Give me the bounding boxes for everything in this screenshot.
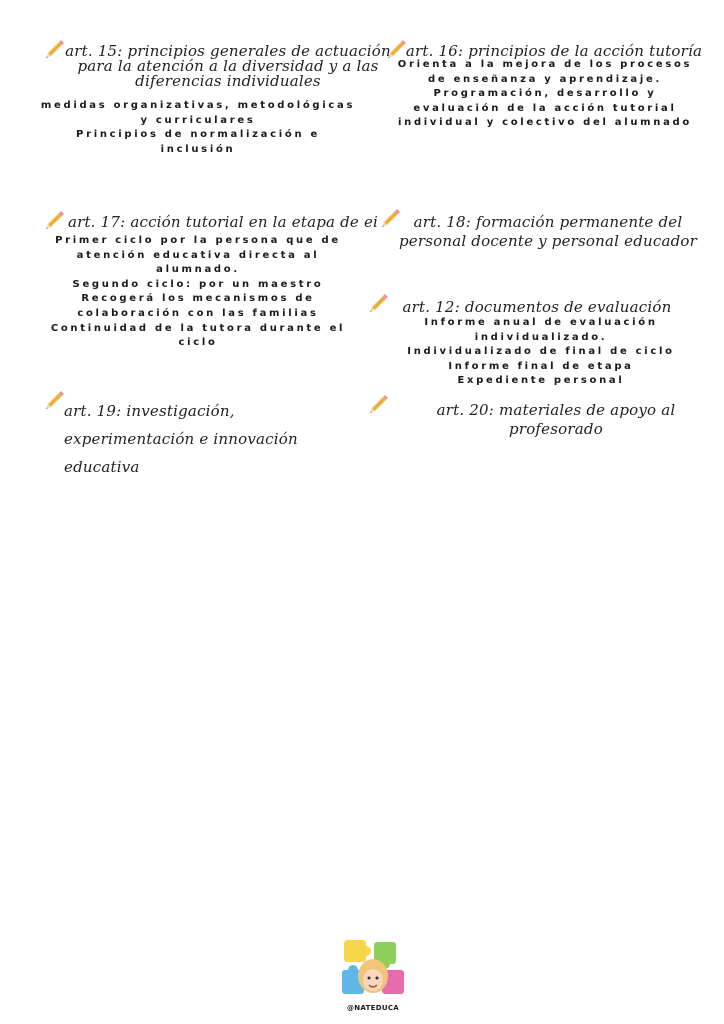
puzzle-avatar-icon — [336, 936, 410, 1004]
art17-heading — [62, 215, 384, 230]
art15-body-line: Principios de normalización e — [76, 129, 320, 141]
art16-body — [380, 58, 710, 131]
art17-section — [62, 215, 384, 230]
art16-body-line: Orienta a la mejora de los procesos — [397, 59, 693, 70]
art17-body-line: ciclo — [178, 337, 218, 349]
art12-body-line: Informe final de etapa — [448, 360, 634, 372]
art12-body-line: Individualizado de final de ciclo — [407, 346, 675, 358]
art18-section — [398, 213, 698, 251]
art16-body-line: individual y colectivo del alumnado — [398, 117, 692, 129]
art20-heading-line: profesorado — [509, 420, 603, 438]
art19-heading — [64, 397, 364, 481]
art20-heading-line: art. 20: materiales de apoyo al — [436, 401, 676, 419]
art17-body-line: Segundo ciclo: por un maestro — [72, 278, 324, 290]
art15-section — [60, 44, 396, 89]
art18-heading — [398, 213, 698, 251]
art15-heading-line: art. 15: principios generales de actuación — [65, 42, 391, 60]
art17-body-line: colaboración con las familias — [77, 307, 319, 319]
art19-heading-line: art. 19: investigación, — [64, 402, 235, 420]
art17-heading-line: art. 17: acción tutorial en la etapa de ei — [67, 213, 379, 231]
art12-body-line: Informe anual de evaluación — [424, 317, 658, 328]
art12-section — [392, 300, 682, 315]
art15-body-line: medidas organizativas, metodológicas — [40, 100, 356, 111]
art16-body-line: evaluación de la acción tutorial — [413, 102, 677, 114]
art20-section — [416, 401, 696, 439]
art12-heading — [392, 300, 682, 315]
logo-label: @NATEDUCA — [346, 1004, 400, 1012]
art19-section — [64, 397, 364, 481]
art18-heading-line: personal docente y personal educador — [398, 232, 698, 250]
art19-heading-line: experimentación e innovación — [64, 430, 298, 448]
art12-body-line: Expediente personal — [457, 375, 625, 387]
art20-heading — [416, 401, 696, 439]
art17-body-line: Primer ciclo por la persona que de — [55, 235, 341, 246]
art12-body-line: individualizado. — [474, 331, 608, 343]
art15-heading-line: diferencias individuales — [135, 72, 321, 90]
art19-heading-line: educativa — [64, 458, 140, 476]
art17-body-line: atención educativa directa al — [76, 249, 320, 261]
art12-body — [378, 316, 704, 389]
art12-heading-line: art. 12: documentos de evaluación — [402, 298, 672, 316]
art17-body-line: Recogerá los mecanismos de — [81, 293, 315, 305]
pencil-icon — [44, 387, 66, 409]
art16-heading — [404, 44, 704, 59]
art15-body-line: y curriculares — [140, 114, 256, 126]
art15-body-line: inclusión — [160, 143, 236, 155]
logo — [336, 936, 410, 1016]
art17-body-line: alumnado. — [156, 264, 240, 276]
pencil-icon — [368, 391, 390, 413]
art15-heading — [60, 44, 396, 89]
art15-body — [8, 99, 388, 157]
art16-heading-line: art. 16: principios de la acción tutoría — [405, 42, 703, 60]
pencil-icon — [368, 290, 390, 312]
art15-heading-line: para la atención a la diversidad y a las — [77, 57, 379, 75]
art18-heading-line: art. 18: formación permanente del — [413, 213, 683, 231]
art17-body — [18, 234, 378, 351]
art16-body-line: Programación, desarrollo y — [433, 88, 657, 100]
art16-section — [404, 44, 704, 59]
art16-body-line: de enseñanza y aprendizaje. — [428, 73, 662, 85]
art17-body-line: Continuidad de la tutora durante el — [50, 322, 346, 334]
